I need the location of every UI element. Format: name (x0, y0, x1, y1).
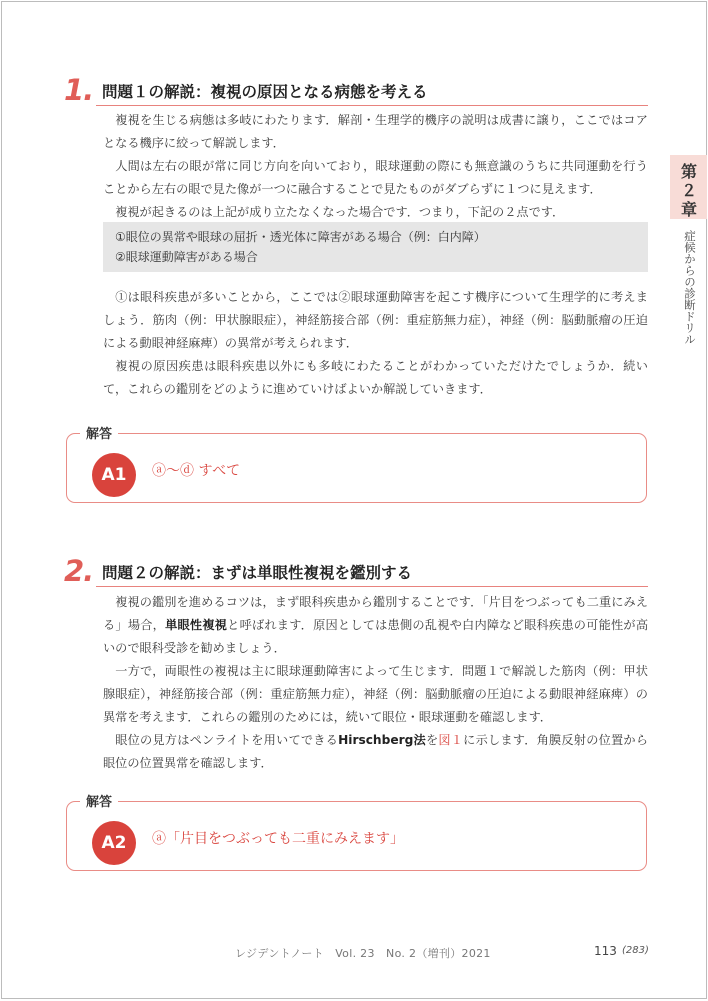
term-hirschberg: Hirschberg法 (338, 733, 426, 747)
answer2-badge: A2 (92, 821, 136, 865)
section2-p1-b: と呼ばれます．原因としては患側の乱視や白内障など眼科疾患の可能性が高いので眼科受診を勧めましょう． (103, 618, 649, 655)
section1-paragraph-3: 複視が起きるのは上記が成り立たなくなった場合です．つまり，下記の２点です． (115, 205, 565, 219)
figure-1-link[interactable]: 図１ (438, 733, 464, 747)
section2-paragraph-1 (103, 591, 648, 660)
section2-paragraph-3 (103, 729, 648, 775)
section1-number: 1. (64, 73, 94, 107)
section2-title: 問題２の解説：まずは単眼性複視を鑑別する (102, 564, 413, 582)
answer1-badge: A1 (92, 453, 136, 497)
section2-p3-c: に示します．角膜反射の位置から眼位の位置異常を確認します． (103, 733, 649, 770)
chapter-label: 第２章 (680, 162, 697, 219)
page-number-total: (283) (622, 945, 649, 956)
section2-number: 2. (64, 554, 94, 588)
answer2-text: ⓐ「片目をつぶっても二重にみえます」 (152, 831, 404, 847)
section2-p1-a: 複視の鑑別を進めるコツは，まず眼科疾患から鑑別することです．「片目をつぶっても二重にみえる」場合， (103, 595, 648, 632)
section2-p3-b: を (425, 733, 439, 747)
section1-body-2 (103, 286, 648, 401)
answer1-text: ⓐ〜ⓓ すべて (152, 463, 241, 479)
section2-body (103, 591, 648, 775)
answer2-box (66, 795, 647, 871)
section2-rule (96, 586, 648, 587)
section1-paragraph-1: 複視を生じる病態は多岐にわたります．解剖・生理学的機序の説明は成書に譲り，ここではコアとなる機序に絞って解説します． (103, 113, 648, 150)
section1-rule (96, 105, 648, 106)
term-monocular-diplopia: 単眼性複視 (165, 618, 228, 632)
section2-paragraph-2: 一方で，両眼性の複視は主に眼球運動障害によって生じます．問題１で解説した筋肉（例：甲状腺眼症），神経筋接合部（例：重症筋無力症），神経（例：脳動脈瘤の圧迫による動眼神経麻痺）の異常を考えます．これらの鑑別のためには，続いて眼位・眼球運動を確認します． (103, 664, 648, 724)
answer2-label: 解答 (80, 791, 118, 810)
section1-paragraph-2: 人間は左右の眼が常に同じ方向を向いており，眼球運動の際にも無意識のうちに共同運動を行うことから左右の眼で見た像が一つに融合することで見たものがダブらずに１つに見えます． (103, 159, 648, 196)
chapter-subtitle: 症候からの診断ドリル (683, 230, 697, 345)
footer-journal: レジデントノート Vol. 23 No. 2（増刊）2021 (235, 947, 491, 960)
highlight-item-2: ②眼球運動障害がある場合 (115, 250, 258, 264)
answer1-label: 解答 (80, 423, 118, 442)
section1-highlight-box (103, 222, 648, 272)
page-number: 113 (594, 944, 617, 958)
section2-p3-a: 眼位の見方はペンライトを用いてできる (115, 733, 339, 747)
section1-title: 問題１の解説：複視の原因となる病態を考える (102, 83, 428, 101)
highlight-item-1: ①眼位の異常や眼球の屈折・透光体に障害がある場合（例：白内障） (115, 230, 486, 244)
section1-paragraph-4: ①は眼科疾患が多いことから，ここでは②眼球運動障害を起こす機序について生理学的に考えましょう．筋肉（例：甲状腺眼症），神経筋接合部（例：重症筋無力症），神経（例：脳動脈瘤の圧迫による動眼神経麻痺）の異常が考えられます． (103, 290, 648, 350)
answer1-box (66, 427, 647, 503)
section1-body (103, 109, 648, 224)
page (1, 1, 707, 999)
section1-paragraph-5: 複視の原因疾患は眼科疾患以外にも多岐にわたることがわかっていただけたでしょうか．続いて，これらの鑑別をどのように進めていけばよいか解説していきます． (103, 359, 648, 396)
